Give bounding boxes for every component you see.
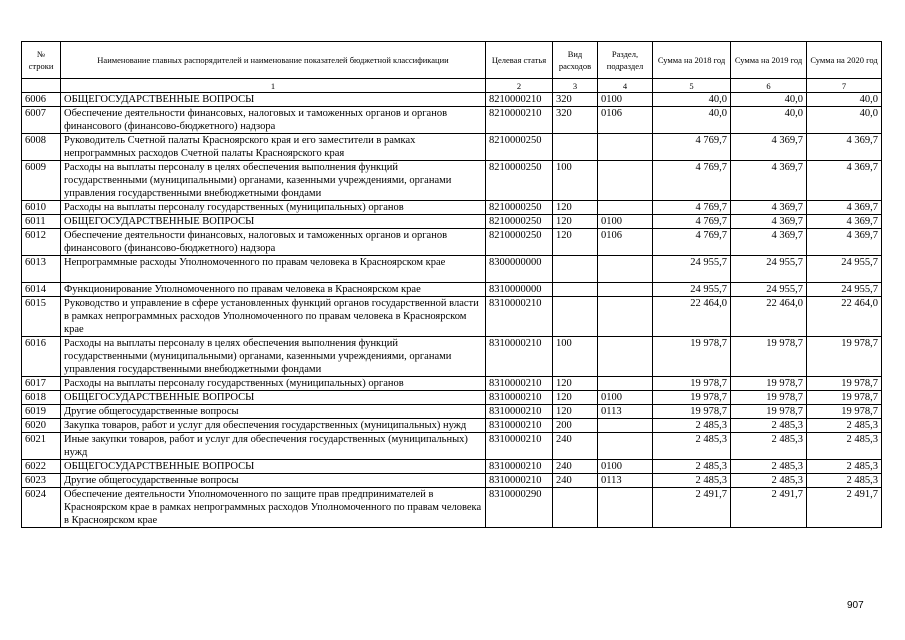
table-row [22,488,882,528]
row-article: 8210000210 [486,107,553,134]
table-row [22,201,882,215]
row-razdel [598,283,653,297]
row-razdel: 0113 [598,405,653,419]
table-row [22,297,882,337]
row-number: 6014 [22,283,61,297]
column-number: 6 [731,79,807,93]
table-row [22,460,882,474]
row-sum-2020: 19 978,7 [807,377,882,391]
row-sum-2019: 2 485,3 [731,474,807,488]
row-sum-2019: 4 369,7 [731,201,807,215]
row-vid [553,256,598,283]
row-name: Иные закупки товаров, работ и услуг для обеспечения государственных (муниципальных) нужд [61,433,486,460]
row-article: 8310000210 [486,377,553,391]
row-sum-2020: 2 491,7 [807,488,882,528]
row-vid: 320 [553,93,598,107]
row-sum-2018: 40,0 [653,93,731,107]
row-article: 8310000210 [486,405,553,419]
row-name: Обеспечение деятельности финансовых, налоговых и таможенных органов и органов финансового (финансово-бюджетного) надзора [61,229,486,256]
row-vid: 240 [553,460,598,474]
row-number: 6007 [22,107,61,134]
row-number: 6021 [22,433,61,460]
row-razdel [598,161,653,201]
row-name: ОБЩЕГОСУДАРСТВЕННЫЕ ВОПРОСЫ [61,460,486,474]
row-sum-2019: 4 369,7 [731,134,807,161]
table-row [22,419,882,433]
header-sum-2020: Сумма на 2020 год [807,42,882,79]
row-sum-2020: 2 485,3 [807,419,882,433]
row-sum-2018: 2 485,3 [653,433,731,460]
budget-table [21,41,882,528]
row-sum-2018: 4 769,7 [653,134,731,161]
row-sum-2020: 22 464,0 [807,297,882,337]
row-razdel [598,256,653,283]
row-sum-2020: 4 369,7 [807,201,882,215]
row-name: ОБЩЕГОСУДАРСТВЕННЫЕ ВОПРОСЫ [61,215,486,229]
row-sum-2020: 4 369,7 [807,134,882,161]
row-sum-2020: 4 369,7 [807,229,882,256]
row-sum-2020: 4 369,7 [807,215,882,229]
column-number-row [22,79,882,93]
row-article: 8210000250 [486,229,553,256]
row-sum-2019: 4 369,7 [731,229,807,256]
column-number [22,79,61,93]
row-sum-2018: 19 978,7 [653,391,731,405]
row-razdel: 0100 [598,93,653,107]
row-razdel [598,488,653,528]
row-article: 8310000210 [486,433,553,460]
row-vid [553,297,598,337]
row-name: Другие общегосударственные вопросы [61,405,486,419]
row-article: 8210000250 [486,215,553,229]
row-sum-2018: 19 978,7 [653,377,731,391]
row-sum-2019: 19 978,7 [731,337,807,377]
row-vid: 120 [553,229,598,256]
row-number: 6011 [22,215,61,229]
header-name: Наименование главных распорядителей и наименование показателей бюджетной классификации [61,42,486,79]
table-row [22,229,882,256]
row-number: 6015 [22,297,61,337]
row-article: 8310000290 [486,488,553,528]
row-sum-2019: 2 491,7 [731,488,807,528]
row-number: 6016 [22,337,61,377]
page-number: 907 [847,600,864,611]
row-number: 6019 [22,405,61,419]
row-sum-2018: 24 955,7 [653,283,731,297]
row-sum-2020: 24 955,7 [807,283,882,297]
row-sum-2018: 19 978,7 [653,337,731,377]
header-row [22,42,882,79]
row-article: 8310000210 [486,337,553,377]
row-sum-2019: 2 485,3 [731,460,807,474]
row-vid: 120 [553,377,598,391]
row-razdel: 0106 [598,229,653,256]
row-name: Другие общегосударственные вопросы [61,474,486,488]
row-article: 8210000210 [486,93,553,107]
row-name: Расходы на выплаты персоналу государственных (муниципальных) органов [61,201,486,215]
row-name: Обеспечение деятельности Уполномоченного по защите прав предпринимателей в Красноярском крае в рамках непрограммных расходов Уполномоченного по правам человека в Красноярском крае [61,488,486,528]
row-sum-2020: 24 955,7 [807,256,882,283]
row-razdel [598,419,653,433]
row-sum-2018: 2 491,7 [653,488,731,528]
row-article: 8310000210 [486,460,553,474]
header-article: Целевая статья [486,42,553,79]
row-razdel: 0100 [598,215,653,229]
row-name: Непрограммные расходы Уполномоченного по правам человека в Красноярском крае [61,256,486,283]
row-razdel [598,433,653,460]
row-number: 6020 [22,419,61,433]
row-razdel [598,201,653,215]
row-sum-2019: 24 955,7 [731,256,807,283]
row-sum-2018: 24 955,7 [653,256,731,283]
row-sum-2018: 4 769,7 [653,229,731,256]
row-razdel: 0100 [598,391,653,405]
row-name: Руководитель Счетной палаты Красноярского края и его заместители в рамках непрограммных расходов Счетной палаты Красноярского края [61,134,486,161]
row-sum-2018: 19 978,7 [653,405,731,419]
row-razdel [598,337,653,377]
row-razdel: 0106 [598,107,653,134]
row-sum-2018: 4 769,7 [653,201,731,215]
row-name: Закупка товаров, работ и услуг для обеспечения государственных (муниципальных) нужд [61,419,486,433]
row-vid: 100 [553,161,598,201]
row-sum-2020: 19 978,7 [807,391,882,405]
row-vid: 120 [553,201,598,215]
row-sum-2019: 40,0 [731,107,807,134]
table-row [22,405,882,419]
table-row [22,215,882,229]
row-razdel [598,297,653,337]
row-vid: 120 [553,405,598,419]
row-number: 6009 [22,161,61,201]
table-row [22,134,882,161]
row-vid [553,134,598,161]
row-sum-2018: 2 485,3 [653,474,731,488]
row-vid: 240 [553,433,598,460]
table-row [22,93,882,107]
row-article: 8210000250 [486,201,553,215]
row-sum-2019: 19 978,7 [731,391,807,405]
row-razdel [598,134,653,161]
row-name: Расходы на выплаты персоналу государственных (муниципальных) органов [61,377,486,391]
row-sum-2018: 4 769,7 [653,215,731,229]
row-sum-2020: 2 485,3 [807,460,882,474]
row-vid: 200 [553,419,598,433]
row-article: 8210000250 [486,161,553,201]
row-sum-2020: 19 978,7 [807,337,882,377]
table-body [22,93,882,528]
row-number: 6013 [22,256,61,283]
row-razdel [598,377,653,391]
row-sum-2020: 40,0 [807,93,882,107]
row-sum-2020: 19 978,7 [807,405,882,419]
row-vid [553,283,598,297]
table-row [22,107,882,134]
row-name: Обеспечение деятельности финансовых, налоговых и таможенных органов и органов финансового (финансово-бюджетного) надзора [61,107,486,134]
row-razdel: 0100 [598,460,653,474]
header-vid: Вид расходов [553,42,598,79]
row-sum-2019: 4 369,7 [731,161,807,201]
row-number: 6010 [22,201,61,215]
row-name: Функционирование Уполномоченного по правам человека в Красноярском крае [61,283,486,297]
row-number: 6023 [22,474,61,488]
row-name: ОБЩЕГОСУДАРСТВЕННЫЕ ВОПРОСЫ [61,93,486,107]
row-sum-2020: 2 485,3 [807,474,882,488]
row-article: 8310000210 [486,474,553,488]
row-sum-2020: 2 485,3 [807,433,882,460]
row-name: Расходы на выплаты персоналу в целях обеспечения выполнения функций государственными (муниципальными) органами, казенными учреждениями, органами управления государственными внебюджетными фондами [61,337,486,377]
row-vid: 320 [553,107,598,134]
row-article: 8310000210 [486,391,553,405]
header-num: № строки [22,42,61,79]
row-number: 6012 [22,229,61,256]
row-sum-2019: 40,0 [731,93,807,107]
row-sum-2019: 24 955,7 [731,283,807,297]
table-row [22,391,882,405]
column-number: 5 [653,79,731,93]
row-name: ОБЩЕГОСУДАРСТВЕННЫЕ ВОПРОСЫ [61,391,486,405]
table-row [22,283,882,297]
header-sum-2019: Сумма на 2019 год [731,42,807,79]
row-vid: 120 [553,391,598,405]
row-number: 6018 [22,391,61,405]
row-sum-2019: 19 978,7 [731,377,807,391]
row-name: Расходы на выплаты персоналу в целях обеспечения выполнения функций государственными (муниципальными) органами, казенными учреждениями, органами управления государственными внебюджетными фондами [61,161,486,201]
row-sum-2020: 4 369,7 [807,161,882,201]
row-sum-2018: 40,0 [653,107,731,134]
row-sum-2019: 19 978,7 [731,405,807,419]
row-number: 6006 [22,93,61,107]
row-vid: 100 [553,337,598,377]
row-sum-2018: 2 485,3 [653,419,731,433]
table-row [22,337,882,377]
row-article: 8300000000 [486,256,553,283]
column-number: 3 [553,79,598,93]
table-row [22,256,882,283]
row-number: 6024 [22,488,61,528]
row-sum-2018: 2 485,3 [653,460,731,474]
table-row [22,161,882,201]
row-sum-2019: 2 485,3 [731,419,807,433]
row-article: 8310000210 [486,297,553,337]
column-number: 2 [486,79,553,93]
row-name: Руководство и управление в сфере установленных функций органов государственной власти в рамках непрограммных расходов Уполномоченного по правам человека в Красноярском крае [61,297,486,337]
row-sum-2018: 4 769,7 [653,161,731,201]
header-sum-2018: Сумма на 2018 год [653,42,731,79]
table-row [22,433,882,460]
row-sum-2018: 22 464,0 [653,297,731,337]
row-sum-2020: 40,0 [807,107,882,134]
row-sum-2019: 4 369,7 [731,215,807,229]
row-vid [553,488,598,528]
row-article: 8210000250 [486,134,553,161]
row-number: 6008 [22,134,61,161]
row-vid: 120 [553,215,598,229]
row-razdel: 0113 [598,474,653,488]
column-number: 7 [807,79,882,93]
row-number: 6017 [22,377,61,391]
row-article: 8310000210 [486,419,553,433]
table-row [22,474,882,488]
column-number: 4 [598,79,653,93]
row-vid: 240 [553,474,598,488]
row-article: 8310000000 [486,283,553,297]
header-razdel: Раздел, подраздел [598,42,653,79]
row-number: 6022 [22,460,61,474]
row-sum-2019: 22 464,0 [731,297,807,337]
table-row [22,377,882,391]
column-number: 1 [61,79,486,93]
row-sum-2019: 2 485,3 [731,433,807,460]
